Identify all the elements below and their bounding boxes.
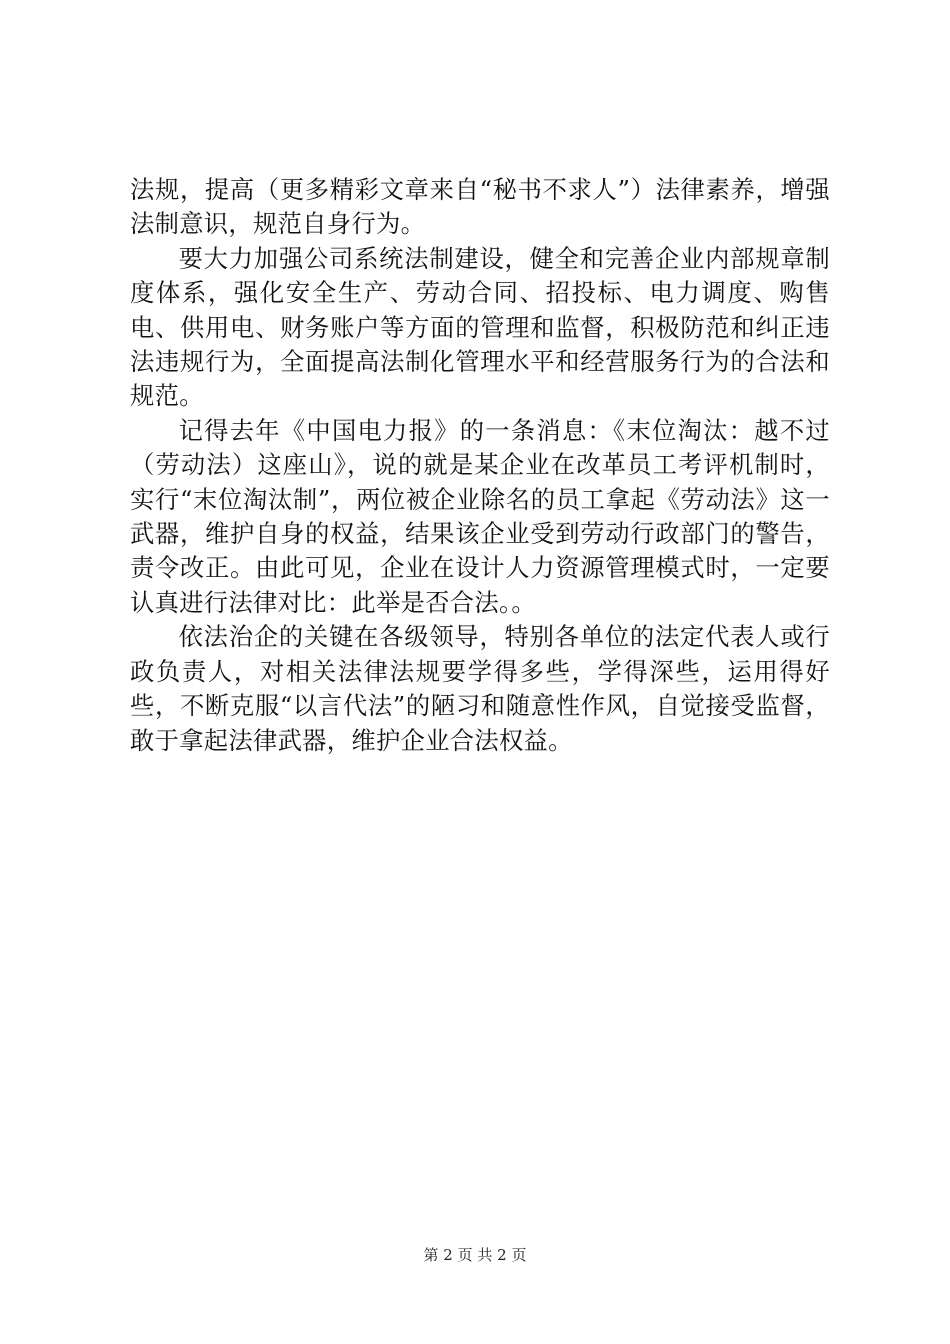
document-body	[130, 173, 830, 758]
paragraph-continuation: 法规，提高（更多精彩文章来自“秘书不求人”）法律素养，增强法制意识，规范自身行为。	[130, 175, 830, 239]
paragraph-leadership: 依法治企的关键在各级领导，特别各单位的法定代表人或行政负责人，对相关法律法规要学得多些，学得深些，运用得好些，不断克服“以言代法”的陋习和随意性作风，自觉接受监督，敢于拿起法律武器，维护企业合法权益。	[130, 622, 830, 755]
paragraph-legal-system-building: 要大力加强公司系统法制建设，健全和完善企业内部规章制度体系，强化安全生产、劳动合同、招投标、电力调度、购售电、供用电、财务账户等方面的管理和监督，积极防范和纠正违法违规行为，全面提高法制化管理水平和经营服务行为的合法和规范。	[130, 243, 830, 411]
paragraph-news-example: 记得去年《中国电力报》的一条消息：《末位淘汰：越不过（劳动法）这座山》，说的就是某企业在改革员工考评机制时，实行“末位淘汰制”，两位被企业除名的员工拿起《劳动法》这一武器，维护自身的权益，结果该企业受到劳动行政部门的警告，责令改正。由此可见，企业在设计人力资源管理模式时，一定要认真进行法律对比：此举是否合法。。	[130, 415, 830, 617]
page-footer: 第 2 页 共 2 页	[423, 1246, 527, 1264]
